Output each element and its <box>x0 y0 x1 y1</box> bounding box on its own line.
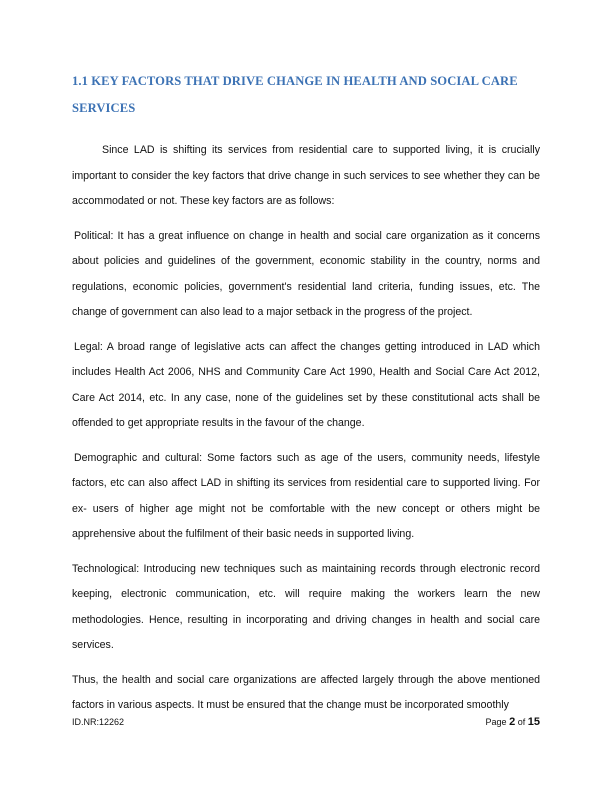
page-current: 2 <box>509 716 516 728</box>
paragraph-conclusion: Thus, the health and social care organizations are affected largely through the above mentioned factors in various aspects. It must be ensured that the change must be incorporated smoothly <box>72 673 540 711</box>
page-number <box>486 716 540 728</box>
paragraph-technological: Technological: Introducing new techniques such as maintaining records through electronic record keeping, electronic communication, etc. will require making the workers learn the new methodologies. Hence, resulting in incorporating and driving changes in health and social care services. <box>72 562 540 651</box>
page-of: of <box>517 717 526 727</box>
paragraph-demographic: Demographic and cultural: Some factors such as age of the users, community needs, lifestyle factors, etc can also affect LAD in shifting its services from residential care to supported living. For ex- users of higher age might not be comfortable with the new concept or others might be apprehensive about the fulfilment of their basic needs in supported living. <box>72 451 540 540</box>
paragraph-legal: Legal: A broad range of legislative acts can affect the changes getting introduced in LAD which includes Health Act 2006, NHS and Community Care Act 1990, Health and Social Care Act 2012, Care Act 2014, etc. In any case, none of the guidelines set by these constitutional acts shall be offended to get appropriate results in the favour of the change. <box>72 340 540 429</box>
body-text <box>72 138 540 728</box>
paragraph-intro: Since LAD is shifting its services from residential care to supported living, it is crucially important to consider the key factors that drive change in such services to see whether they can be accommodated or not. These key factors are as follows: <box>72 144 540 207</box>
footer-id-number: ID.NR:12262 <box>72 717 125 727</box>
page-word: Page <box>485 717 507 727</box>
paragraph-political: Political: It has a great influence on change in health and social care organization as it concerns about policies and guidelines of the government, economic stability in the country, norms and regulations, economic policies, government's residential land criteria, funding issues, etc. The change of government can also lead to a major setback in the progress of the project. <box>72 229 540 318</box>
section-heading: 1.1 KEY FACTORS THAT DRIVE CHANGE IN HEALTH AND SOCIAL CARE SERVICES <box>72 74 518 115</box>
page-total: 15 <box>527 716 540 728</box>
